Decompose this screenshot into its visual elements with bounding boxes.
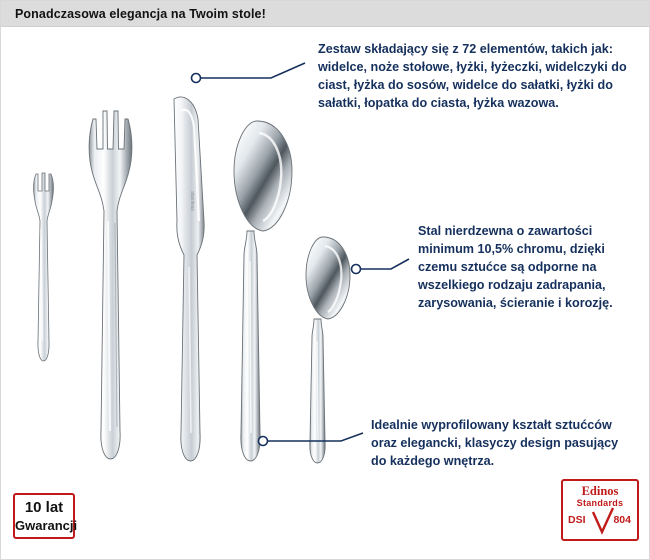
dinner-knife [174, 97, 204, 461]
table-spoon [234, 121, 292, 461]
edinos-standards-label: Standards [576, 498, 624, 508]
cutlery-illustration [11, 41, 371, 511]
tea-spoon [306, 237, 350, 463]
edinos-standards-badge [561, 479, 639, 541]
callout-set-contents: Zestaw składający się z 72 elementów, takich jak: widelce, noże stołowe, łyżki, łyżeczki, widelczyki do ciast, łyżka do sosów, widelce do sałatki, łyżki do sałatki, łopatka do ciasta, łyżka wazowa. [318, 42, 627, 110]
cake-fork [34, 173, 54, 361]
guarantee-label: Gwarancji [15, 518, 78, 533]
edinos-standard-number: 804 [613, 514, 631, 526]
edinos-brand: Edinos [581, 484, 619, 498]
svg-text:stainless: stainless [189, 191, 195, 211]
callout-design: Idealnie wyprofilowany kształt sztućców oraz elegancki, klasyczy design pasujący do każdego wnętrza. [371, 418, 619, 468]
checkmark-icon [591, 506, 615, 536]
dinner-fork [89, 111, 132, 459]
callout-material: Stal nierdzewna o zawartości minimum 10,5% chromu, dzięki czemu sztućce są odporne na wszelkiego rodzaju zadrapania, zarysowania, ścieranie i korozję. [418, 224, 613, 310]
edinos-dsi-label: DSI [568, 514, 586, 526]
page-title: Ponadczasowa elegancja na Twoim stole! [15, 7, 266, 21]
guarantee-years: 10 lat [24, 499, 64, 516]
guarantee-badge [13, 493, 78, 539]
header-bar [1, 1, 650, 27]
